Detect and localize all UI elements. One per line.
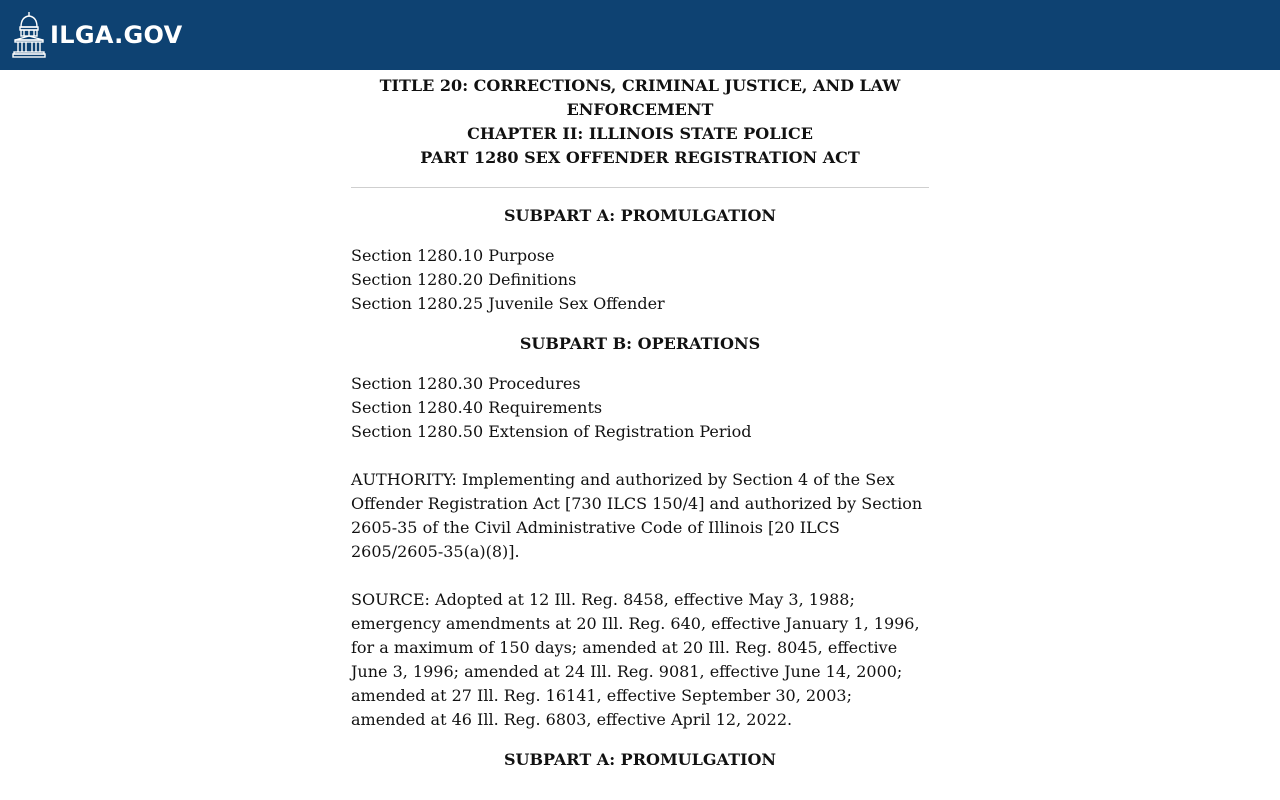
heading-part-line: PART 1280 SEX OFFENDER REGISTRATION ACT — [420, 148, 860, 167]
subpart-a-title: SUBPART A: PROMULGATION — [503, 206, 777, 225]
subpart-b-section-list — [351, 372, 929, 444]
section-link-1280-40[interactable]: Section 1280.40 Requirements — [351, 398, 603, 417]
subpart-a-body-title: SUBPART A: PROMULGATION — [503, 750, 777, 769]
section-link-1280-50[interactable]: Section 1280.50 Extension of Registration Period — [351, 422, 752, 441]
section-link-1280-30[interactable]: Section 1280.30 Procedures — [351, 374, 581, 393]
heading-title-line: TITLE 20: CORRECTIONS, CRIMINAL JUSTICE, AND LAW — [379, 76, 901, 95]
site-header — [0, 0, 1280, 70]
section-link-1280-20[interactable]: Section 1280.20 Definitions — [351, 270, 577, 289]
authority-paragraph: AUTHORITY: Implementing and authorized by Section 4 of the Sex Offender Registration Act [730 ILCS 150/4] and authorized by Section 2605-35 of the Civil Administrative Code of Illinois [20 ILCS 2605/2605-35(a)(8)]. — [351, 470, 923, 561]
capitol-building-icon — [12, 11, 46, 59]
subpart-a-section-list — [351, 244, 929, 316]
subpart-b-title: SUBPART B: OPERATIONS — [519, 334, 761, 353]
source-paragraph: SOURCE: Adopted at 12 Ill. Reg. 8458, effective May 3, 1988; emergency amendments at 20 Ill. Reg. 640, effective January 1, 1996, for a maximum of 150 days; amended at 20 Ill. Reg. 8045, effective June 3, 1996; amended at 24 Ill. Reg. 9081, effective June 14, 2000; amended at 27 Ill. Reg. 16141, effective September 30, 2003; amended at 46 Ill. Reg. 6803, effective April 12, 2022. — [351, 590, 920, 729]
heading-title-line-cont: ENFORCEMENT — [566, 100, 714, 119]
section-link-1280-10[interactable]: Section 1280.10 Purpose — [351, 246, 555, 265]
site-logo-text: ILGA.GOV — [50, 21, 183, 49]
document-content — [351, 70, 929, 772]
home-logo-link[interactable] — [12, 11, 183, 59]
heading-chapter-line: CHAPTER II: ILLINOIS STATE POLICE — [467, 124, 813, 143]
document-heading — [351, 74, 929, 188]
section-link-1280-25[interactable]: Section 1280.25 Juvenile Sex Offender — [351, 294, 665, 313]
